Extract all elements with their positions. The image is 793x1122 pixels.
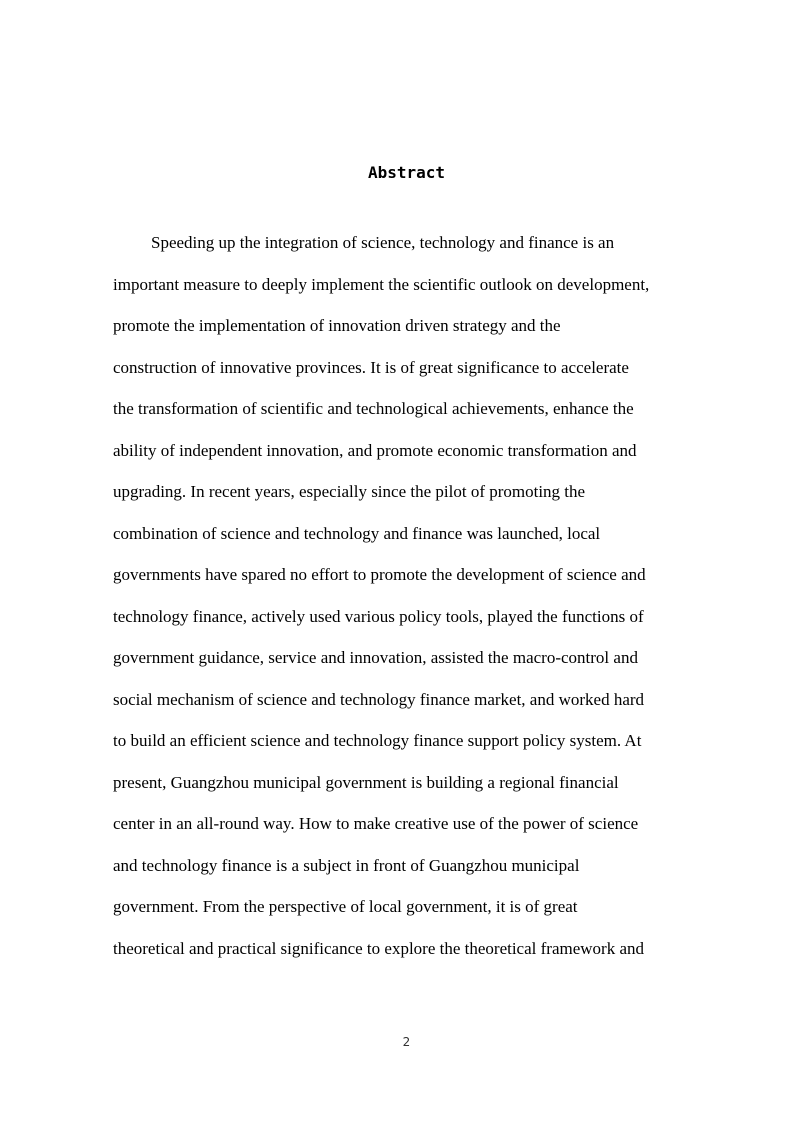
text-line: governments have spared no effort to promote the development of science and [113,565,646,584]
text-line: the transformation of scientific and technological achievements, enhance the [113,399,634,418]
text-line: government. From the perspective of local government, it is of great [113,897,578,916]
text-line: social mechanism of science and technology finance market, and worked hard [113,689,645,709]
text-line: upgrading. In recent years, especially since the pilot of promoting the [113,482,586,501]
text-line: and technology finance is a subject in front of Guangzhou municipal [113,855,580,875]
text-line: important measure to deeply implement the scientific outlook on development, [113,274,650,294]
text-line: to build an efficient science and technology finance support policy system. At [113,731,642,750]
text-line: government guidance, service and innovation, assisted the macro-control and [113,648,638,667]
text-line: Speeding up the integration of science, technology and finance is an [151,233,615,252]
abstract-body [113,229,713,976]
text-line: theoretical and practical significance to explore the theoretical framework and [113,938,644,958]
text-line: construction of innovative provinces. It is of great significance to accelerate [113,357,629,377]
text-line: ability of independent innovation, and promote economic transformation and [113,440,637,460]
page-number: 2 [402,1035,411,1049]
text-line: center in an all-round way. How to make creative use of the power of science [113,814,639,833]
text-line: present, Guangzhou municipal government is building a regional financial [113,772,619,792]
text-line: combination of science and technology and finance was launched, local [113,523,601,543]
abstract-heading: Abstract [367,163,446,182]
text-line: technology finance, actively used various policy tools, played the functions of [113,606,644,626]
text-line: promote the implementation of innovation driven strategy and the [113,316,561,335]
